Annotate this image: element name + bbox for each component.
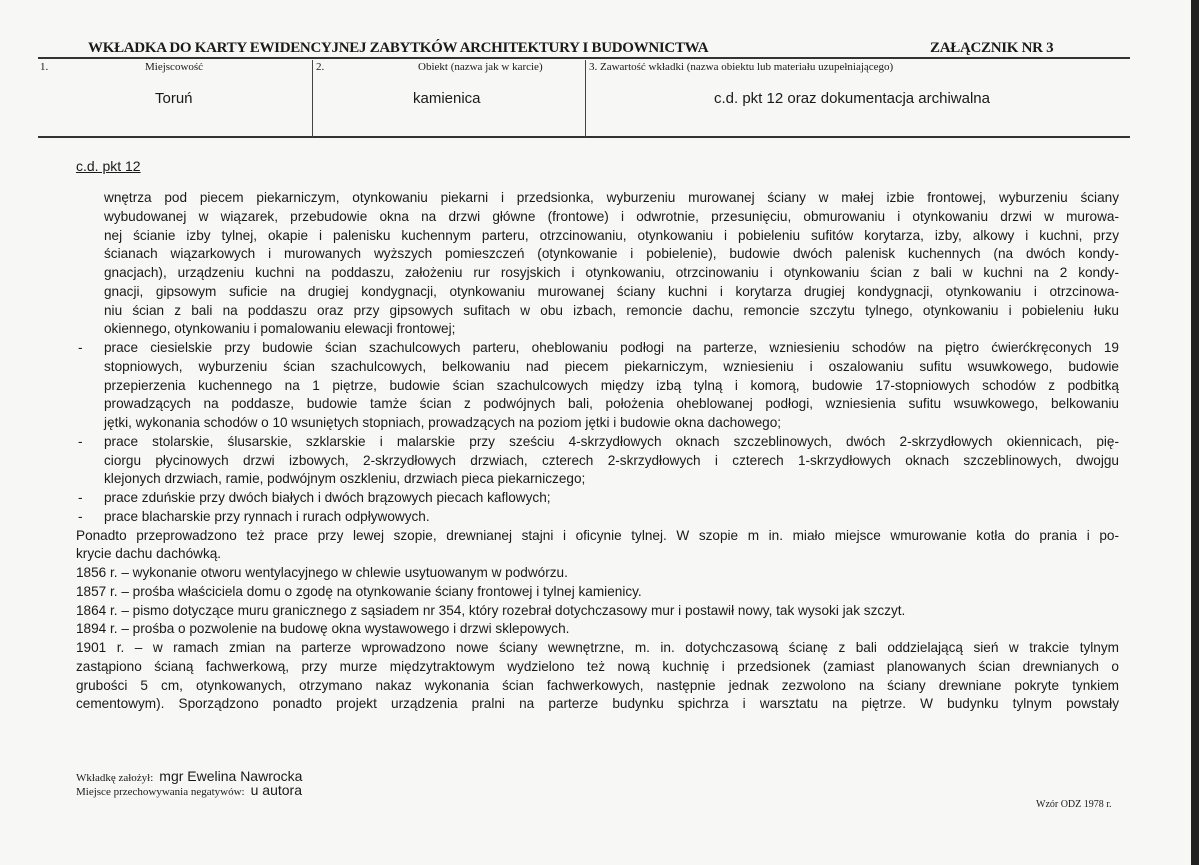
form-version: Wzór ODZ 1978 r. (1036, 799, 1112, 810)
bullet-marker: - (78, 340, 83, 355)
bullet-marker: - (78, 433, 83, 449)
text-line-content: okiennego, otynkowaniu i pomalowaniu elewacji frontowej; (104, 321, 456, 337)
text-line-content: 1856 r. – wykonanie otworu wentylacyjnego w chlewie usytuowanym w podwórzu. (76, 565, 568, 580)
text-line (104, 283, 1119, 302)
text-line-content: prace stolarskie, ślusarskie, szklarskie i malarskie przy sześciu 4-skrzydłowych oknach szczeblinowych, dwóch 2-skrzydłowych okiennicach, pię- (104, 433, 1119, 449)
text-line (76, 602, 1119, 621)
text-line-content: cementowym). Sporządzono ponadto projekt urządzenia pralni na parterze budynku spichrza i warsztatu na piętrze. W budynku tylnym powstały (76, 696, 1119, 712)
document-title: WKŁADKA DO KARTY EWIDENCYJNEJ ZABYTKÓW ARCHITEKTURY I BUDOWNICTWA (88, 40, 709, 56)
place-value: Toruń (155, 90, 193, 107)
text-line (76, 564, 1119, 583)
text-line-content: grubości 5 cm, otynkowanych, otrzymano nakaz wykonania ścian fachwerkowych, następnie jednak zezwolono na ściany drewniane pokryte tynkiem (76, 677, 1119, 693)
text-line-content: gnacjach), urządzeniu kuchni na poddaszu, założeniu rur rosyjskich i otynkowaniu, otrzcinowaniu i otynkowaniu ścian z bali w kuchni na 2 kondy- (104, 265, 1119, 280)
text-line-content: Ponadto przeprowadzono też prace przy lewej szopie, drewnianej stajni i oficynie tylnej. W szopie m in. miało miejsce wmurowanie kotła do prania i po- (76, 527, 1119, 543)
text-line-content: zastąpiono ścianą fachwerkową, przy murze międzytraktowym wydzielono też nową kuchnię i przedsionek (zamiast planowanych ścian drewnianych o (76, 658, 1119, 674)
text-line (104, 395, 1119, 414)
text-line (104, 377, 1119, 396)
text-line-content: 1857 r. – prośba właściciela domu o zgodę na otynkowanie ściany frontowej i tylnej kamienicy. (76, 583, 642, 599)
text-line (104, 264, 1119, 283)
text-line (104, 470, 1119, 489)
text-line-content: wybudowanej w wiązarek, przebudowie okna na drzwi główne (frontowe) i odwrotnie, przesunięciu, obmurowaniu i otynkowaniu drzwi w murowa- (104, 208, 1119, 224)
text-line (104, 320, 1119, 339)
author-label: Wkładkę założył: (76, 772, 154, 784)
text-line (76, 527, 1119, 546)
text-line-content: 1864 r. – pismo dotyczące muru granicznego z sąsiadem nr 354, który rozebrał dotychczasowy mur i postawił nowy, tak wysoki jak szczyt. (76, 602, 906, 618)
text-line (76, 695, 1119, 714)
text-line-content: prowadzących na poddasze, budowie tamże ścian z podwójnych bali, położenia oheblowanej podłogi, wzniesienia sufitu wsuwkowego, belkowaniu (104, 396, 1119, 412)
text-line (76, 639, 1119, 658)
text-line (76, 620, 1119, 639)
col2-label: Obiekt (nazwa jak w karcie) (418, 61, 543, 73)
text-line-content: gnacji, gipsowym suficie na drugiej kondygnacji, otynkowaniu murowanej ściany kuchni i korytarza drugiej kondygnacji, otynkowaniu i otrzcinowa- (104, 283, 1119, 299)
text-line (104, 189, 1119, 208)
text-line-content: przepierzenia kuchennego na 1 piętrze, budowie ścian szachulcowych między izbą tylną i komorą, budowie 17-stopniowych schodów z podbitką (104, 377, 1119, 393)
text-line (78, 489, 1119, 508)
storage-label: Miejsce przechowywania negatywów: (76, 786, 245, 798)
bullet-marker: - (78, 508, 83, 524)
text-line-content: klejonych drzwiach, ramie, podwójnym oszkleniu, drzwiach pieca piekarniczego; (104, 471, 586, 487)
text-line-content: wnętrza pod piecem piekarniczym, otynkowaniu piekarni i przedsionka, wyburzeniu murowanej ściany w małej izbie frontowej, wyburzeniu ściany (104, 190, 1119, 205)
text-line-content: niu ścian z bali na poddaszu oraz przy gipsowych sufitach w obu izbach, remoncie dachu, remoncie szczytu tylnego, otynkowaniu i pobieleniu łuku (104, 302, 1119, 318)
storage-line (76, 782, 302, 798)
text-line-content: jętki, wykonania schodów o 10 wsuniętych stopniach, prowadzących na poziom jętki i budowie okna dachowego; (104, 415, 782, 430)
text-line (104, 414, 1119, 433)
text-line-content: ciorgu płycinowych drzwi izbowych, 2-skrzydłowych drzwiach, czterech 2-skrzydłowych i czterech 1-skrzydłowych oknach szczeblinowych, dwojgu (104, 452, 1119, 468)
text-line-content: ścianach wiązarkowych i murowanych wyższych pomieszczeń (otynkowanie i pobielenie), budowie dwóch palenisk kuchennych (na dwóch kondy- (104, 246, 1119, 262)
author-name: mgr Ewelina Nawrocka (159, 768, 303, 784)
text-line-content: 1894 r. – prośba o pozwolenie na budowę okna wystawowego i drzwi sklepowych. (76, 621, 570, 637)
col2-number: 2. (316, 61, 325, 73)
text-line (78, 433, 1119, 452)
text-line (104, 208, 1119, 227)
table-bottom-rule (38, 136, 1130, 138)
section-title: c.d. pkt 12 (76, 158, 141, 174)
column-divider (585, 60, 586, 137)
text-line (104, 227, 1119, 246)
text-line (76, 583, 1119, 602)
text-line-content: stopniowych, wyburzeniu ścian szachulcowych, belkowaniu nad piecem piekarniczym, wzniesieniu i oszalowaniu sufitu wsuwkowego, budowie (104, 358, 1119, 374)
text-line (104, 245, 1119, 264)
text-line (104, 358, 1119, 377)
object-value: kamienica (413, 90, 481, 107)
col3-label: 3. Zawartość wkładki (nazwa obiektu lub materiału uzupełniającego) (589, 61, 894, 73)
table-top-rule (38, 57, 1130, 59)
storage-value: u autora (250, 782, 302, 798)
text-line-content: prace ciesielskie przy budowie ścian szachulcowych parteru, oheblowaniu podłogi na parterze, wzniesieniu schodów na piętro ćwierćkręconych 19 (104, 340, 1119, 355)
col1-label: Miejscowość (145, 61, 204, 73)
text-line-content: prace blacharskie przy rynnach i rurach odpływowych. (104, 508, 430, 524)
text-line (78, 339, 1119, 358)
text-line (104, 452, 1119, 471)
document-body (76, 189, 1119, 714)
text-line-content: prace zduńskie przy dwóch białych i dwóch brązowych piecach kaflowych; (104, 490, 551, 505)
text-line (76, 658, 1119, 677)
text-line (76, 677, 1119, 696)
content-value: c.d. pkt 12 oraz dokumentacja archiwalna (714, 90, 990, 107)
col1-number: 1. (40, 61, 49, 73)
bullet-marker: - (78, 490, 83, 505)
text-line-content: krycie dachu dachówką. (76, 546, 222, 562)
column-divider (312, 60, 313, 137)
text-line (78, 508, 1119, 527)
text-line (76, 545, 1119, 564)
annex-number: ZAŁĄCZNIK NR 3 (930, 40, 1054, 56)
text-line (104, 302, 1119, 321)
text-line-content: nej ścianie izby tylnej, okapie i palenisku kuchennym parteru, otrzcinowaniu, otynkowaniu i pobieleniu sufitów korytarza, izby, alkowy i kuchni, przy (104, 227, 1119, 243)
text-line-content: 1901 r. – w ramach zmian na parterze wprowadzono nowe ściany wewnętrzne, m. in. dotychczasową ścianę z bali oddzielającą sień w trakcie tylnym (76, 640, 1119, 655)
scan-edge (1191, 0, 1199, 865)
